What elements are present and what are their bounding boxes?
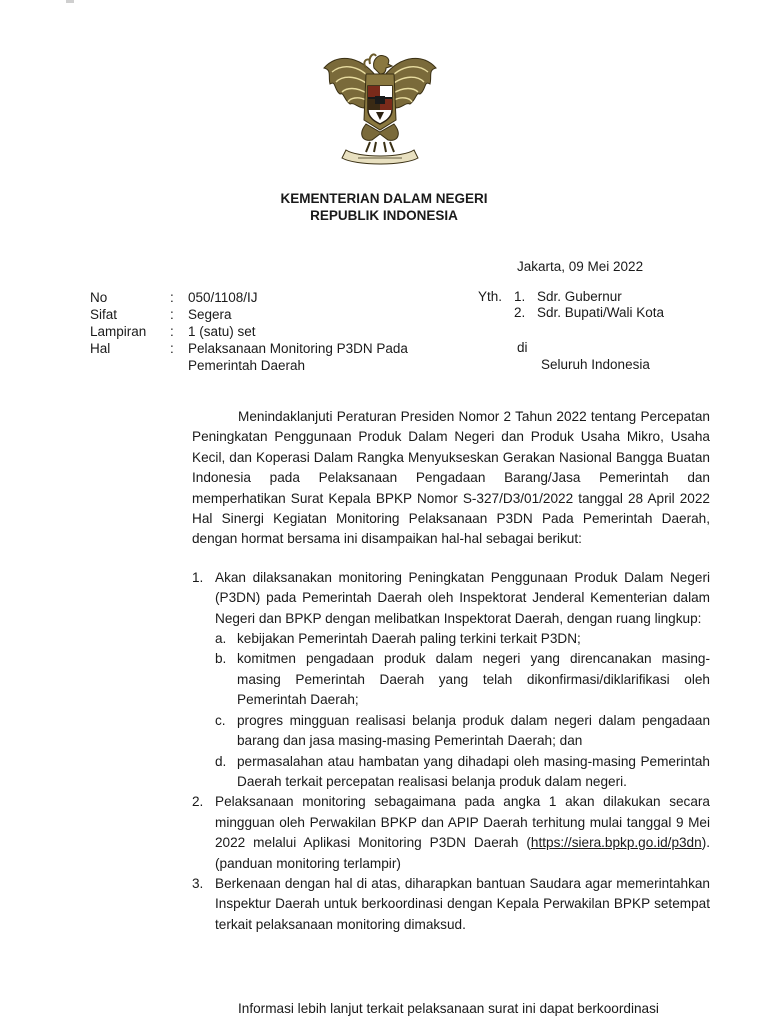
list-item-2 [192, 792, 710, 874]
meta-value: Segera [188, 307, 232, 322]
sub-text: kebijakan Pemerintah Daerah paling terkini terkait P3DN; [237, 631, 581, 647]
meta-value: Pemerintah Daerah [188, 358, 306, 373]
sub-item-d [215, 752, 710, 793]
letter-body [192, 407, 710, 935]
garuda-emblem-icon [318, 46, 442, 172]
sub-text: komitmen pengadaan produk dalam negeri yang direncanakan masing-masing Pemerintah Daerah yang telah dikonfirmasi/diklarifikasi oleh Pemerintah Daerah; [237, 651, 710, 708]
sub-text: permasalahan atau hambatan yang dihadapi oleh masing-masing Pemerintah Daerah terkait percepatan realisasi belanja produk dalam negeri. [237, 753, 710, 789]
list-number: 1. [192, 569, 204, 585]
sub-letter: a. [215, 631, 227, 647]
meta-label: Hal [90, 341, 111, 356]
monitoring-app-link[interactable]: https://siera.bpkp.go.id/p3dn [530, 835, 702, 851]
meta-colon: : [170, 307, 174, 322]
meta-colon: : [170, 290, 174, 305]
list-text: Pelaksanaan monitoring sebagaimana pada angka 1 akan dilakukan secara mingguan oleh Perwakilan BPKP dan APIP Daerah terhitung mulai tanggal 9 Mei 2022 melalui Aplikasi Monitoring P3DN Daerah ( [215, 794, 710, 851]
recipient-place: Seluruh Indonesia [541, 357, 650, 372]
list-item-1 [192, 568, 710, 792]
letter-meta [90, 289, 470, 379]
meta-label: Lampiran [90, 324, 147, 339]
recipient-yth: Yth. [478, 289, 503, 304]
recipient-name: Sdr. Bupati/Wali Kota [537, 305, 665, 320]
list-number: 2. [192, 794, 204, 810]
meta-value: Pelaksanaan Monitoring P3DN Pada [188, 341, 408, 356]
meta-colon: : [170, 324, 174, 339]
recipient-di: di [517, 340, 528, 355]
list-text: ). (panduan monitoring terlampir) [215, 835, 710, 871]
meta-colon: : [170, 341, 174, 356]
sub-text: progres mingguan realisasi belanja produk dalam negeri dalam pengadaan barang dan jasa masing-masing Pemerintah Daerah; dan [237, 712, 710, 749]
ministry-name: KEMENTERIAN DALAM NEGERI [280, 191, 488, 206]
sub-letter: b. [215, 651, 227, 667]
sub-item-a [215, 629, 710, 649]
country-name: REPUBLIK INDONESIA [310, 208, 458, 223]
list-number: 3. [192, 875, 204, 891]
closing-paragraph: Informasi lebih lanjut terkait pelaksanaan surat ini dapat berkoordinasi [238, 1001, 659, 1016]
meta-label: No [90, 290, 108, 305]
recipient-name: Sdr. Gubernur [537, 289, 622, 304]
list-item-3 [192, 874, 710, 935]
meta-label: Sifat [90, 307, 118, 322]
letter-date: Jakarta, 09 Mei 2022 [517, 259, 644, 274]
sub-letter: c. [215, 712, 226, 728]
sub-letter: d. [215, 753, 227, 769]
list-text: Berkenaan dengan hal di atas, diharapkan bantuan Saudara agar memerintahkan Inspektur Daerah untuk berkoordinasi dengan Kepala Perwakilan BPKP setempat terkait pelaksanaan monitoring dimaksud. [215, 875, 710, 932]
meta-value: 050/1108/IJ [188, 290, 258, 305]
recipient-num: 2. [514, 305, 526, 320]
meta-value: 1 (satu) set [188, 324, 256, 339]
sub-item-c [215, 711, 710, 752]
page-corner-mark [66, 0, 74, 3]
sub-item-b [215, 649, 710, 710]
recipient-num: 1. [514, 289, 526, 304]
intro-paragraph: Menindaklanjuti Peraturan Presiden Nomor 2 Tahun 2022 tentang Percepatan Peningkatan Penggunaan Produk Dalam Negeri dan Produk Usaha Mikro, Usaha Kecil, dan Koperasi Dalam Rangka Menyukseskan Gerakan Nasional Bangga Buatan Indonesia pada Pelaksanaan Pengadaan Barang/Jasa Pemerintah dan memperhatikan Surat Kepala BPKP Nomor S-327/D3/01/2022 tanggal 28 April 2022 Hal Sinergi Kegiatan Monitoring Pelaksanaan P3DN Pada Pemerintah Daerah, dengan hormat bersama ini disampaikan hal-hal sebagai berikut: [192, 409, 710, 547]
list-text: Akan dilaksanakan monitoring Peningkatan Penggunaan Produk Dalam Negeri (P3DN) pada Pemerintah Daerah oleh Inspektorat Jenderal Kementerian dalam Negeri dan BPKP dengan melibatkan Inspektorat Daerah, dengan ruang lingkup: [215, 569, 710, 626]
